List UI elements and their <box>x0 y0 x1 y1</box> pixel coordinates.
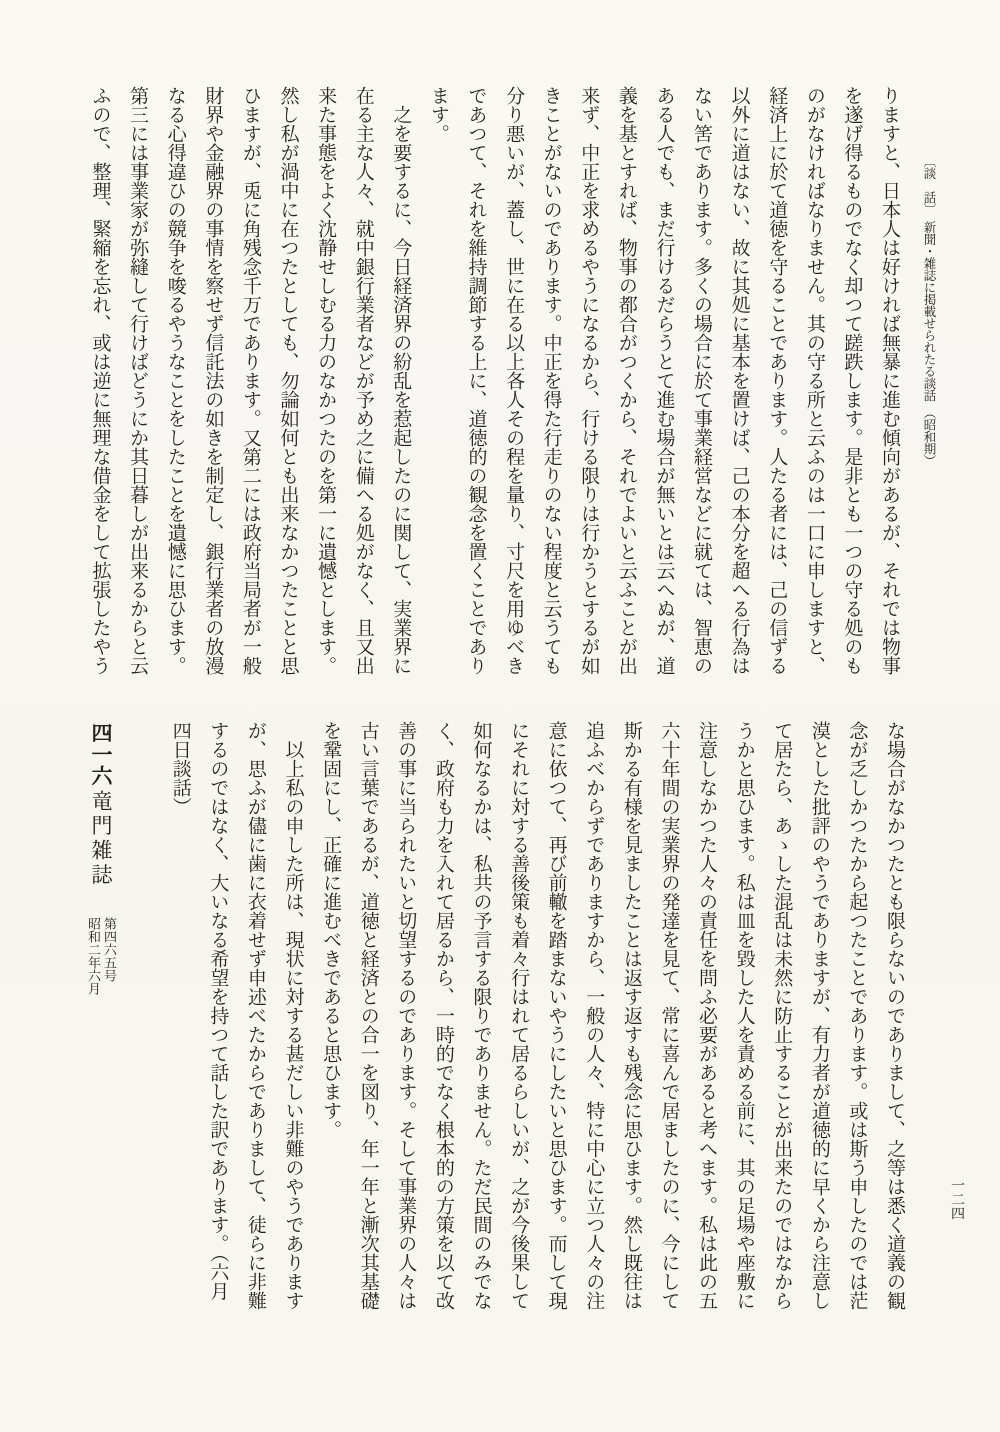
paragraph-lower-2: 以上私の申した所は、現状に対する甚だしい非難のやうでありますが、思ふが儘に歯に衣着せず申述べたからでありまして、徒らに非難するのではなく、大いなる希望を持つて話した訳であります。（六月四日談話） <box>169 721 305 1310</box>
paragraph-lower-1: な場合がなかつたとも限らないのでありまして、之等は悉く道義の観念が乏しかつたから起つたことであります。或は斯う申したのでは茫漠とした批評のやうでありますが、有力者が道徳的に早くから注意して居たら、あゝした混乱は未然に防止することが出来たのではなからうかと思ひます。私は皿を毀した人を責める前に、其の足場や座敷に注意しなかつた人々の責任を問ふ必要があると考へます。私は此の五六十年間の実業界の発達を見て、常に喜んで居ましたのに、今にして斯かる有様を見ましたことは返す返すも残念に思ひます。然し既往は追ふべからずでありますから、一般の人々、特に中心に立つ人々の注意に依つて、再び前轍を踏まないやうにしたいと思ひます。而して現にそれに対する善後策も着々行はれて居るらしいが、之が今後果して如何なるかは、私共の予言する限りでありません。ただ民間のみでなく、政府も力を入れて居るから、一時的でなく根本的の方策を以て改善の事に当られたいと切望するのであります。そして事業界の人々は古い言葉であるが、道徳と経済との合一を図り、年一年と漸次其基礎を鞏固にし、正確に進むべきであると思ひます。 <box>320 721 906 1310</box>
running-header: 〔談 話〕 新聞・雑誌に掲載せられたる談話 （昭和期） <box>922 155 937 467</box>
colophon-issue-date: 昭和二年六月 <box>85 917 100 995</box>
colophon-issue-number: 第四六五号 <box>101 917 116 982</box>
colophon-entry-number: 四一六 <box>89 722 114 787</box>
paragraph-upper-2: 之を要するに、今日経済界の紛乱を惹起したのに関して、実業界に在る主な人々、就中銀行業者などが予め之に備へる処がなく、且又出来た事態をよく沈静せしむる力のなかつたのを第一に遺憾とします。然し私が渦中に在つたとしても、勿論如何とも出来なかつたことと思ひますが、兎に角残念千万であります。又第二には政府当局者が一般財界や金融界の事情を察せず信託法の如きを制定し、銀行業者の放漫なる心得違ひの競争を唆るやうなことをしたことを遺憾に思ひます。第三には事業家が弥縫して行けばどうにか其日暮しが出来るからと云ふので、整理、緊縮を忘れ、或は逆に無理な借金をして拡張したやう <box>89 86 413 675</box>
page-number: 一二四 <box>949 1178 965 1220</box>
colophon-journal-title: 竜門雑誌 <box>89 790 113 888</box>
paragraph-upper-1: りますと、日本人は好ければ無暴に進む傾向があるが、それでは物事を遂げ得るものでなく却つて蹉跌します。是非とも一つの守る処のものがなければなりません。其の守る所と云ふのは一口に申しますと、経済上に於て道徳を守ることであります。人たる者には、己の信ずる以外に道はない、故に其処に基本を置けば、己の本分を超へる行為はない筈であります。多くの場合に於て事業経営などに就ては、智恵のある人でも、まだ行けるだらうとて進む場合が無いとは云へぬが、道義を基とすれば、物事の都合がつくから、それでよいと云ふことが出来ず、中正を求めるやうになるから、行ける限りは行かうとするが如きことがないのであります。中正を得た行走りのない程度と云うても分り悪いが、蓋し、世に在る以上各人その程を量り、寸尺を用ゆべきであつて、それを維持調節する上に、道徳的の観念を置くことであります。 <box>427 86 901 675</box>
lower-text-block <box>160 721 913 1313</box>
upper-text-block <box>80 86 908 678</box>
colophon-issue-info <box>84 917 116 1009</box>
